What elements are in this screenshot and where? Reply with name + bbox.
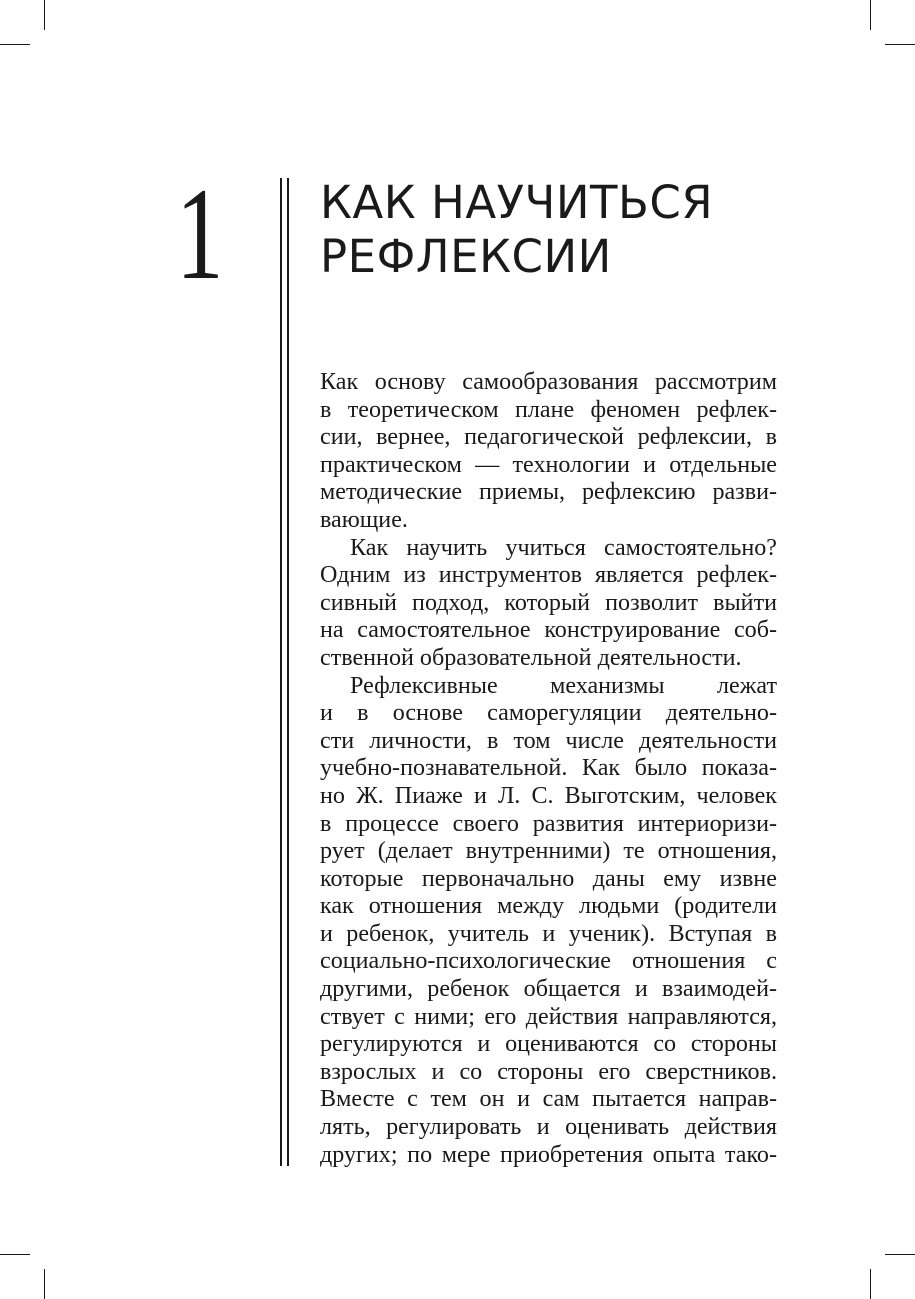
crop-mark-bottom-right-vertical <box>870 1269 871 1299</box>
text-line: и в основе саморегуляции деятельно- <box>320 700 777 727</box>
text-line: практическом — технологии и отдельные <box>320 451 777 478</box>
crop-mark-top-left-horizontal <box>0 44 30 45</box>
text-line: которые первоначально даны ему извне <box>320 865 777 892</box>
text-line: в процессе своего развития интериоризи- <box>320 810 777 837</box>
text-line: учебно-познавательной. Как было показа- <box>320 755 777 782</box>
vertical-rule-left <box>280 178 282 1166</box>
crop-mark-bottom-left-horizontal <box>0 1254 30 1255</box>
chapter-number: 1 <box>176 160 211 307</box>
text-line: сивный подход, который позволит выйти <box>320 589 777 616</box>
text-line: лять, регулировать и оценивать действия <box>320 1114 777 1141</box>
text-line: социально-психологические отношения с <box>320 948 777 975</box>
paragraph <box>320 535 777 673</box>
text-line: в теоретическом плане феномен рефлек- <box>320 396 777 423</box>
text-line: другими, ребенок общается и взаимодей- <box>320 976 777 1003</box>
text-line: сии, вернее, педагогической рефлексии, в <box>320 424 777 451</box>
text-line: рует (делает внутренними) те отношения, <box>320 838 777 865</box>
text-line: сти личности, в том числе деятельности <box>320 727 777 754</box>
text-line: Вместе с тем он и сам пытается направ- <box>320 1086 777 1113</box>
text-line: как отношения между людьми (родители <box>320 893 777 920</box>
crop-mark-bottom-right-horizontal <box>885 1254 915 1255</box>
chapter-title <box>320 176 840 284</box>
chapter-title-line: РЕФЛЕКСИИ <box>320 230 612 283</box>
text-line: Одним из инструментов является рефлек- <box>320 562 777 589</box>
text-line: но Ж. Пиаже и Л. С. Выготским, человек <box>320 782 777 809</box>
paragraph <box>320 369 777 535</box>
vertical-rule-right <box>287 178 289 1166</box>
text-line: регулируются и оцениваются со стороны <box>320 1031 777 1058</box>
text-line: ствует с ними; его действия направляются, <box>320 1003 777 1030</box>
crop-mark-top-left-vertical <box>44 0 45 30</box>
text-line: ственной образовательной деятельности. <box>320 644 742 671</box>
text-line: вающие. <box>320 506 408 533</box>
text-line: Как научить учиться самостоятельно? <box>350 534 777 561</box>
body-text <box>320 369 777 1169</box>
crop-mark-bottom-left-vertical <box>44 1269 45 1299</box>
paragraph <box>320 673 777 1170</box>
crop-mark-top-right-vertical <box>870 0 871 30</box>
text-line: методические приемы, рефлексию разви- <box>320 479 777 506</box>
text-line: взрослых и со стороны его сверстников. <box>320 1058 777 1085</box>
text-line: других; по мере приобретения опыта тако- <box>320 1141 777 1168</box>
text-line: и ребенок, учитель и ученик). Вступая в <box>320 920 777 947</box>
text-line: Рефлексивные механизмы лежат <box>350 672 777 699</box>
text-line: на самостоятельное конструирование соб- <box>320 617 777 644</box>
text-line: Как основу самообразования рассмотрим <box>320 369 777 395</box>
chapter-title-line: КАК НАУЧИТЬСЯ <box>320 176 714 229</box>
crop-mark-top-right-horizontal <box>885 44 915 45</box>
